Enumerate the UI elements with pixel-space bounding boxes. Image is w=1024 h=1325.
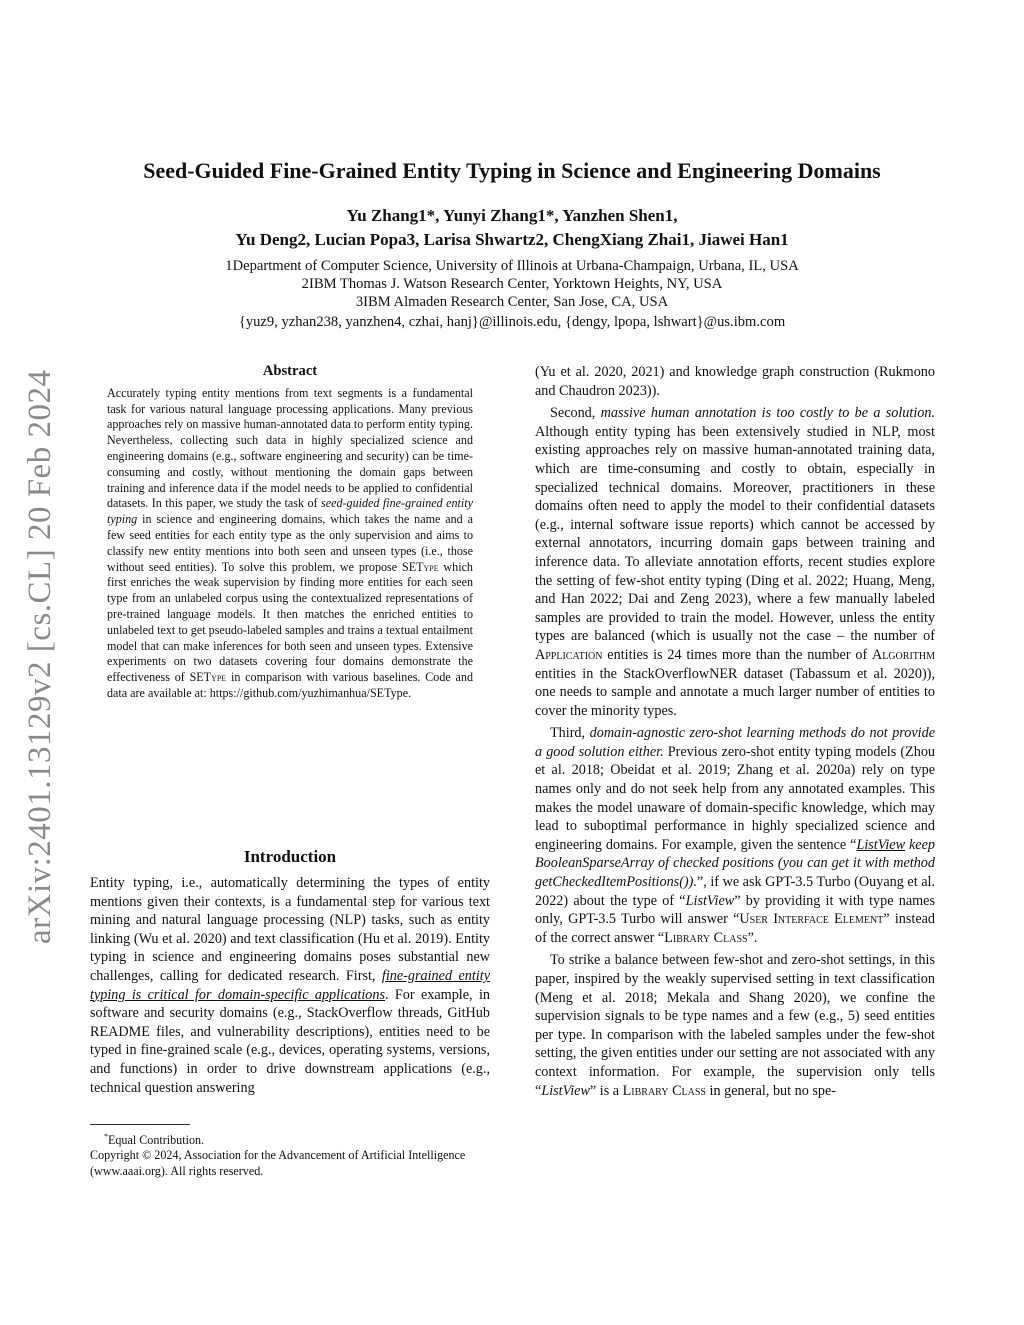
abstract-text: Accurately typing entity mentions from text segments is a fundamental task for various natural language processing applications. Many previous approaches rely on massive human-annotated data to perform entity typing. Nevertheless, collecting such data in highly specialized science and engineering domains (e.g., software engineering and security) can be time-consuming and costly, without mentioning the domain gaps between training and inference data if the model needs to be applied to confidential datasets. In this paper, we study the task of seed-guided fine-grained entity typing in science and engineering domains, which takes the name and a few seed entities for each entity type as the only supervision and aims to classify new entity mentions into both seen and unseen types (i.e., those without seed entities). To solve this problem, we propose SEType which first enriches the weak supervision by finding more entities for each seen type from an unlabeled corpus using the contextualized representations of pre-trained language models. It then matches the enriched entities to unlabeled text to get pseudo-labeled samples and trains a textual entailment model that can make inferences for both seen and unseen types. Extensive experiments on two datasets covering four domains demonstrate the effectiveness of SEType in comparison with various baselines. Code and data are available at: https://github.com/yuzhimanhua/SEType. (107, 385, 474, 700)
affiliation-3: 3IBM Almaden Research Center, San Jose, CA, USA (355, 294, 669, 310)
author-emails: {yuz9, yzhan238, yanzhen4, czhai, hanj}@illinois.edu, {dengy, lpopa, lshwart}@us.ibm.com (238, 314, 786, 330)
equal-contribution-note: *Equal Contribution. (104, 1132, 205, 1148)
authors-line-1: Yu Zhang1*, Yunyi Zhang1*, Yanzhen Shen1, (346, 206, 678, 225)
right-paragraph-2: Second, massive human annotation is too costly to be a solution. Although entity typing has been extensively studied in NLP, most existing approaches rely on massive human-annotated training data, which are time-consuming and costly to obtain, especially in specialized technical domains. Moreover, practitioners in these domains often need to apply the model to their confidential datasets (e.g., internal software issue reports) which cannot be accessed by external annotators, incurring domain gaps between training and inference data. To alleviate annotation efforts, recent studies explore the setting of few-shot entity typing (Ding et al. 2022; Huang, Meng, and Han 2022; Dai and Zeng 2023), where a few manually labeled samples are provided to train the model. However, unless the entity types are balanced (which is usually not the case – the number of Application entities is 24 times more than the number of Algorithm entities in the StackOverflowNER dataset (Tabassum et al. 2020)), one needs to sample and annotate a much larger number of entities to cover the minority types. (535, 405, 936, 719)
affiliation-1: 1Department of Computer Science, University of Illinois at Urbana-Champaign, Urbana, IL, USA (225, 258, 799, 274)
arxiv-identifier: arXiv:2401.13129v2 [cs.CL] 20 Feb 2024 (22, 369, 58, 944)
copyright-notice: Copyright © 2024, Association for the Advancement of Artificial Intelligence (www.aaai.org). All rights reserved. (90, 1148, 466, 1178)
affiliations (60, 257, 964, 331)
right-paragraph-1: (Yu et al. 2020, 2021) and knowledge graph construction (Rukmono and Chaudron 2023)). (535, 364, 935, 399)
right-paragraph-3: Third, domain-agnostic zero-shot learning methods do not provide a good solution either. Previous zero-shot entity typing models (Zhou et al. 2018; Obeidat et al. 2019; Zhang et al. 2020a) rely on type names only and do not seek help from any annotated examples. This makes the model unaware of domain-specific knowledge, which may lead to suboptimal performance in highly specialized science and engineering domains. For example, given the sentence “ListView keep BooleanSparseArray of checked positions (you can get it with method getCheckedItemPositions()).”, if we ask GPT-3.5 Turbo (Ouyang et al. 2022) about the type of “ListView” by providing it with type names only, GPT-3.5 Turbo will answer “User Interface Element” instead of the correct answer “Library Class”. (535, 725, 936, 946)
abstract-heading: Abstract (262, 363, 318, 379)
footnote (90, 1124, 490, 1179)
authors-line-2: Yu Deng2, Lucian Popa3, Larisa Shwartz2, ChengXiang Zhai1, Jiawei Han1 (235, 230, 789, 249)
paper-title: Seed-Guided Fine-Grained Entity Typing in Science and Engineering Domains (143, 158, 881, 183)
footnote-rule (90, 1124, 190, 1125)
introduction-paragraph: Entity typing, i.e., automatically determining the types of entity mentions given their contexts, is a fundamental step for various text mining and natural language processing (NLP) tasks, such as entity linking (Wu et al. 2020) and text classification (Hu et al. 2019). Entity typing in science and engineering domains poses substantial new challenges, calling for dedicated research. First, fine-grained entity typing is critical for domain-specific applications. For example, in software and security domains (e.g., StackOverflow threads, GitHub README files, and vulnerability descriptions), entities need to be typed in fine-grained scale (e.g., devices, operating systems, versions, and functions) in order to drive downstream applications (e.g., technical question answering (90, 875, 490, 1096)
author-list (60, 204, 964, 252)
abstract-section (107, 364, 473, 702)
affiliation-2: 2IBM Thomas J. Watson Research Center, Yorktown Heights, NY, USA (301, 276, 723, 292)
introduction-heading: Introduction (243, 847, 337, 866)
introduction-section (90, 846, 490, 1097)
right-column (535, 363, 935, 1104)
right-paragraph-4: To strike a balance between few-shot and zero-shot settings, in this paper, inspired by the weakly supervised setting in text classification (Meng et al. 2018; Mekala and Shang 2020), we confine the supervision signals to be type names and a few (e.g., 5) seed entities per type. In comparison with the labeled samples under the few-shot setting, the given entities under our setting are not associated with any context information. For example, the supervision only tells “ListView” is a Library Class in general, but no spe- (535, 952, 935, 1099)
